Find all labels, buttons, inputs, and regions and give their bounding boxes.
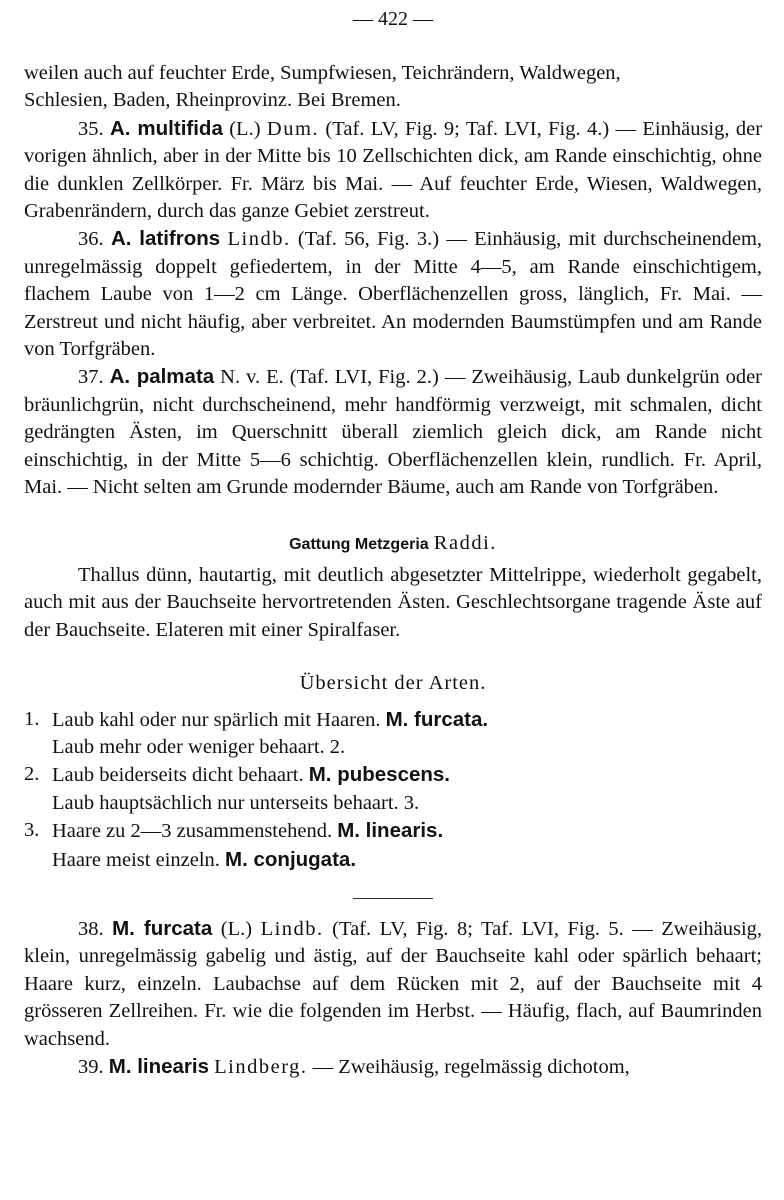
key-number [24, 734, 52, 761]
intro-text [24, 60, 762, 115]
species-key [24, 706, 762, 874]
intro-line-1: weilen auch auf feuchter Erde, Sumpfwiesen, Teichrändern, Waldwegen, [24, 62, 621, 84]
species-name: M. linearis [108, 1055, 210, 1078]
page-number: — 422 — [353, 8, 433, 30]
key-text: Haare meist einzeln. [52, 848, 220, 871]
intro-line-2: Schlesien, Baden, Rheinprovinz. Bei Bremen. [24, 89, 401, 112]
key-text: Haare zu 2—3 zusammenstehend. [52, 820, 333, 843]
species-entry-35 [24, 115, 762, 226]
key-row [24, 817, 762, 845]
key-text: Laub hauptsächlich nur unterseits behaart. [52, 791, 399, 814]
key-row [24, 790, 762, 817]
key-result: 3. [403, 791, 420, 814]
key-number: 1. [24, 707, 40, 730]
species-name: M. furcata [112, 916, 213, 940]
section-divider [353, 898, 433, 899]
species-author: Lindb. [227, 228, 291, 251]
species-entry-36 [24, 225, 762, 363]
entry-number: 37. [78, 366, 104, 389]
species-entry-39 [24, 1053, 762, 1081]
species-author-prefix: (L.) [220, 917, 253, 940]
key-result: 2. [329, 735, 346, 758]
entry-number: 39. [78, 1056, 104, 1078]
key-text: Laub mehr oder weniger behaart. [52, 735, 325, 758]
key-text: Laub kahl oder nur spärlich mit Haaren. [52, 708, 381, 731]
key-number [24, 846, 52, 874]
species-description: (Taf. LV, Fig. 8; Taf. LVI, Fig. 5. — Zweihäusig, klein, unregelmässig gabelig und ästig, auf der Bauchseite kahl oder spärlich behaart; Haare kurz, einzeln. Laubachse auf dem Rücken mit 2, auf der Bauchseite mit 4 grösseren Zellreihen. Fr. wie die folgenden im Herbst. — Häufig, flach, auf Baumrinden wachsend. [24, 917, 763, 1050]
key-row [24, 846, 762, 874]
species-author: Dum. [266, 117, 320, 140]
entry-number: 35. [78, 117, 104, 140]
genus-name: Gattung Metzgeria [289, 535, 429, 553]
species-description: (Taf. LV, Fig. 9; Taf. LVI, Fig. 4.) — Einhäusig, der vorigen ähnlich, aber in der Mitte bis 10 Zellschichten dick, am Rande einschichtig, ohne die dunklen Zellkörper. Fr. März bis Mai. — Auf feuchter Erde, Wiesen, Waldwegen, Grabenrändern, durch das ganze Gebiet zerstreut. [24, 117, 763, 223]
species-author: Lindb. [260, 917, 324, 940]
key-result: M. furcata. [385, 707, 489, 731]
key-number: 2. [24, 763, 40, 786]
page-body [24, 60, 762, 1081]
key-number [24, 790, 52, 817]
entry-number: 38. [78, 917, 104, 940]
genus-heading [24, 530, 762, 558]
key-result: M. conjugata. [225, 847, 357, 871]
key-result: M. linearis. [337, 819, 444, 843]
species-entry-38 [24, 915, 762, 1053]
key-row [24, 734, 762, 761]
key-row [24, 761, 762, 789]
genus-author: Raddi. [433, 531, 497, 554]
key-text: Laub beiderseits dicht behaart. [52, 764, 304, 787]
species-name: A. multifida [110, 116, 223, 140]
species-name: A. latifrons [110, 227, 221, 251]
species-description: (Taf. 56, Fig. 3.) — Einhäusig, mit durchscheinendem, unregelmässig doppelt gefiedertem, in der Mitte 4—5, am Rande einschichtigem, flachem Laube von 1—2 cm Länge. Oberflächenzellen gross, länglich, Fr. Mai. — Zerstreut und nicht häufig, aber verbreitet. An modernden Baumstümpfen und am Rande von Torfgräben. [24, 228, 763, 361]
species-author-prefix: (L.) [229, 117, 261, 140]
species-name: A. palmata [109, 365, 215, 389]
entry-number: 36. [78, 228, 104, 251]
key-title: Übersicht der Arten. [299, 672, 487, 695]
species-entry-37 [24, 363, 762, 501]
species-author: N. v. E. [220, 366, 284, 389]
species-description: — Zweihäusig, regelmässig dichotom, [312, 1056, 630, 1078]
species-description: (Taf. LVI, Fig. 2.) — Zweihäusig, Laub dunkelgrün oder bräunlichgrün, nicht durchscheinend, mehr handförmig verzweigt, mit schmalen, dicht gedrängten Ästen, im Querschnitt überall ziemlich gleich dick, am Rande nicht einschichtig, in der Mitte 5—6 schichtig. Oberflächenzellen klein, rundlich. Fr. April, Mai. — Nicht selten am Grunde modernder Bäume, auch am Rande von Torfgräben. [24, 366, 763, 499]
genus-description: Thallus dünn, hautartig, mit deutlich abgesetzter Mittelrippe, wiederholt gegabelt, auch mit aus der Bauchseite hervortretenden Ästen. Geschlechtsorgane tragende Äste auf der Bauchseite. Elateren mit einer Spiralfaser. [24, 563, 762, 641]
species-author: Lindberg. [214, 1056, 308, 1078]
key-result: M. pubescens. [308, 763, 450, 787]
key-row [24, 706, 762, 734]
key-number: 3. [24, 819, 40, 842]
